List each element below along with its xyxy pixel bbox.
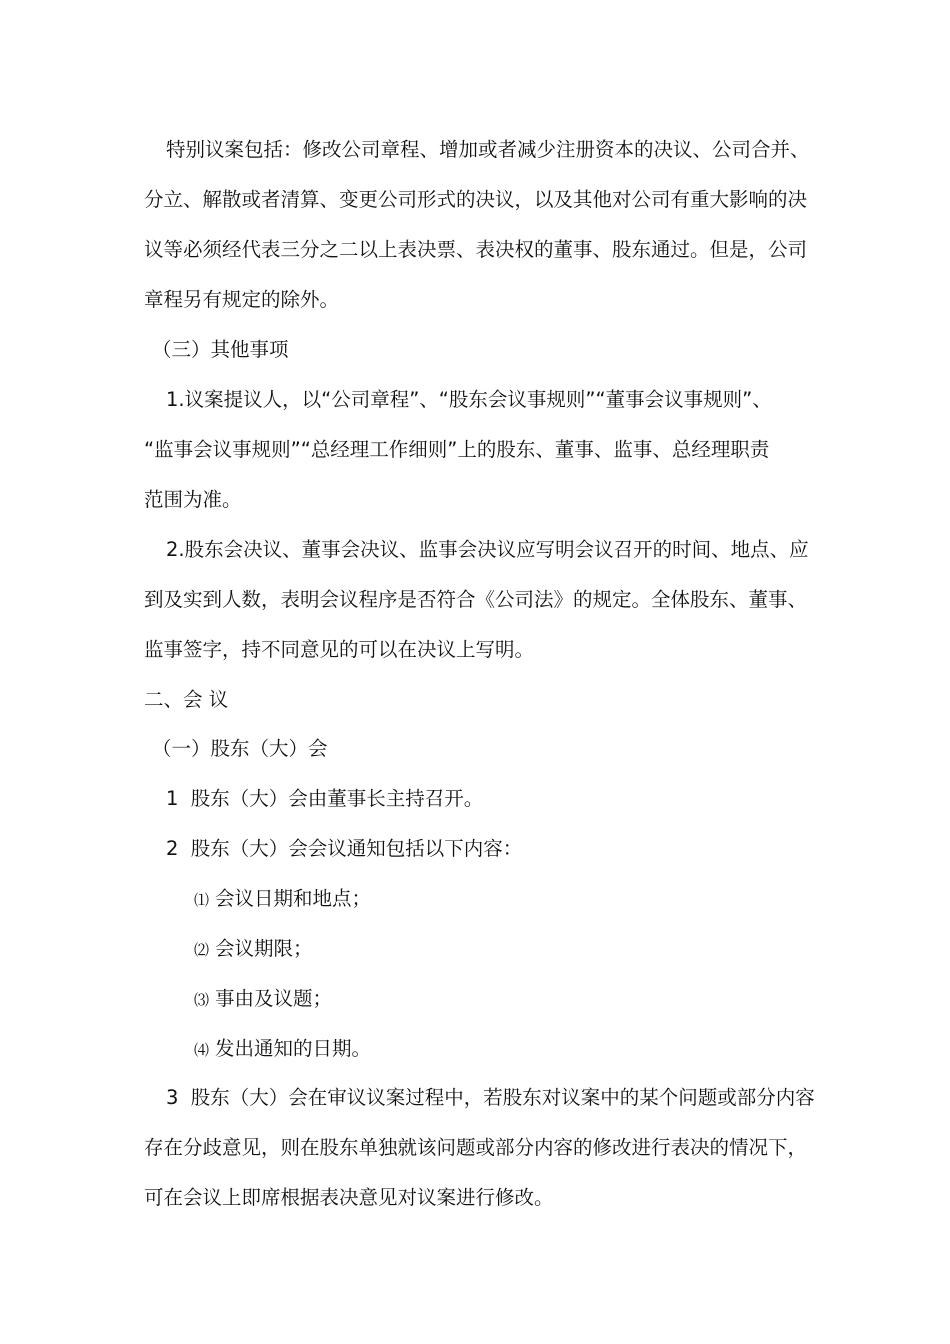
notice-item-text: 事由及议题；: [215, 987, 333, 1010]
notice-item-marker: ⑷: [194, 1041, 210, 1059]
notice-item-1: [194, 885, 371, 914]
item-1-line-3: 范围为准。: [144, 488, 242, 511]
notice-item-2: [194, 935, 313, 964]
special-motions-line-2: 分立、解散或者清算、变更公司形式的决议，以及其他对公司有重大影响的决: [144, 188, 808, 211]
notice-item-text: 发出通知的日期。: [215, 1037, 372, 1060]
heading-other-matters: （三）其他事项: [152, 338, 289, 361]
notice-item-4: [194, 1035, 371, 1064]
notice-item-text: 会议期限；: [215, 937, 313, 960]
special-motions-line-4: 章程另有规定的除外。: [144, 288, 340, 311]
clause-3-line-2: 存在分歧意见，则在股东单独就该问题或部分内容的修改进行表决的情况下，: [144, 1136, 808, 1159]
item-1-line-1: 1.议案提议人，以“公司章程”、“股东会议事规则”“董事会议事规则”、: [166, 388, 772, 411]
notice-item-text: 会议日期和地点；: [215, 887, 372, 910]
item-2-line-2: 到及实到人数，表明会议程序是否符合《公司法》的规定。全体股东、董事、: [144, 588, 808, 611]
clause-3-line-1: 3 股东（大）会在审议议案过程中，若股东对议案中的某个问题或部分内容: [166, 1086, 815, 1109]
clause-1: 1 股东（大）会由董事长主持召开。: [166, 787, 484, 810]
clause-3-line-3: 可在会议上即席根据表决意见对议案进行修改。: [144, 1186, 554, 1209]
notice-item-marker: ⑵: [194, 941, 210, 959]
heading-meetings: 二、会 议: [144, 688, 229, 711]
clause-2: 2 股东（大）会会议通知包括以下内容：: [166, 837, 523, 860]
notice-item-marker: ⑴: [194, 891, 210, 909]
item-2-line-1: 2.股东会决议、董事会决议、监事会决议应写明会议召开的时间、地点、应: [166, 538, 809, 561]
notice-item-marker: ⑶: [194, 991, 210, 1009]
special-motions-line-1: 特别议案包括：修改公司章程、增加或者减少注册资本的决议、公司合并、: [166, 138, 810, 161]
notice-item-3: [194, 985, 332, 1014]
heading-shareholders-meeting: （一）股东（大）会: [152, 737, 328, 760]
item-2-line-3: 监事签字，持不同意见的可以在决议上写明。: [144, 638, 535, 661]
special-motions-line-3: 议等必须经代表三分之二以上表决票、表决权的董事、股东通过。但是，公司: [144, 238, 808, 261]
item-1-line-2: “监事会议事规则”“总经理工作细则”上的股东、董事、监事、总经理职责: [144, 438, 770, 461]
